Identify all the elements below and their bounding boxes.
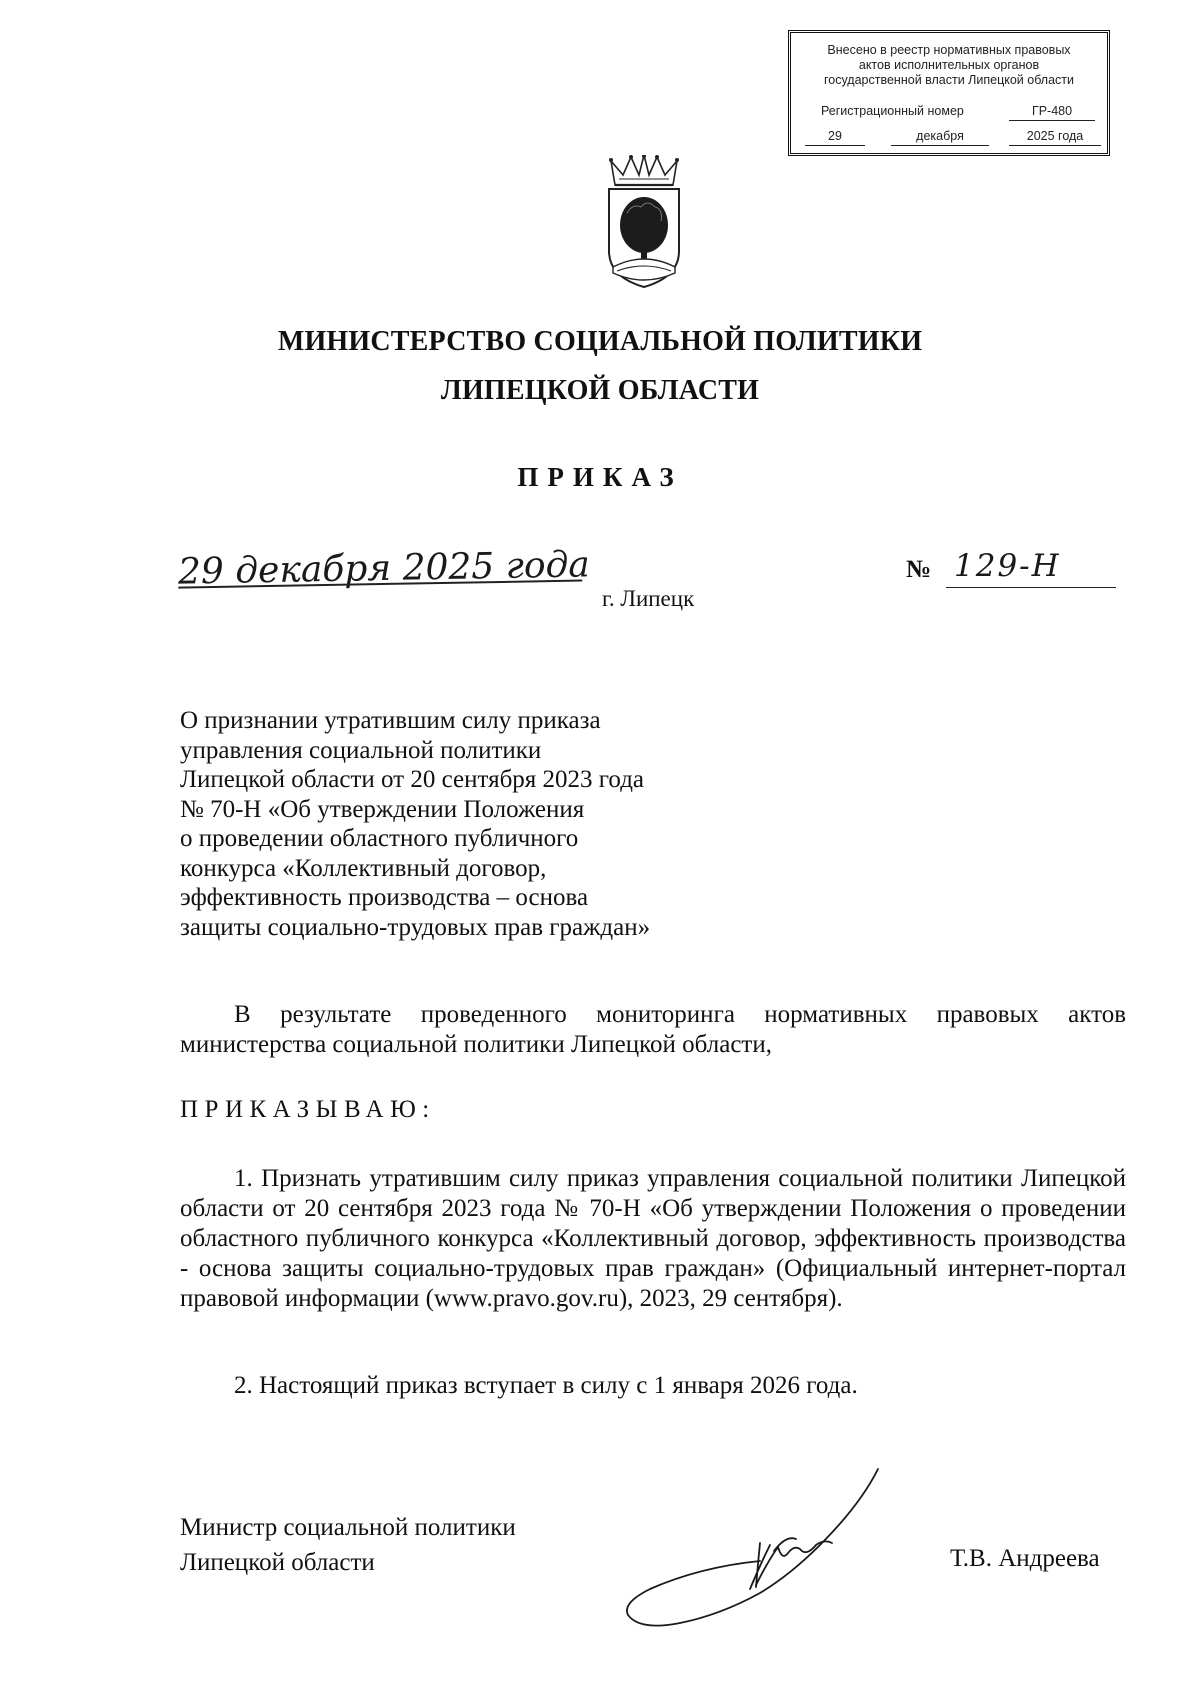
number-sign: № [906, 556, 932, 583]
stamp-line-2: актов исполнительных органов [858, 58, 1040, 72]
handwritten-date-text: 29 декабря 2025 года [177, 544, 591, 593]
subject-line: о проведении областного публичного [180, 825, 579, 852]
number-underline [946, 587, 1116, 588]
stamp-line-3: государственной власти Липецкой области [823, 73, 1075, 87]
order-subject [180, 706, 740, 942]
signer-name: Т.В. Андреева [950, 1545, 1100, 1572]
ministry-name-line-1: МИНИСТЕРСТВО СОЦИАЛЬНОЙ ПОЛИТИКИ [277, 326, 923, 357]
stamp-reg-number: ГР-480 [1009, 103, 1095, 121]
signer-position [180, 1510, 516, 1580]
city: г. Липецк [602, 586, 695, 611]
stamp-day: 29 [805, 128, 865, 146]
subject-line: О признании утратившим силу приказа [180, 707, 601, 734]
order-item-2: 2. Настоящий приказ вступает в силу с 1 января 2026 года. [234, 1372, 858, 1399]
subject-line: эффективность производства – основа [180, 884, 589, 911]
stamp-year: 2025 года [1009, 128, 1101, 146]
subject-line: Липецкой области от 20 сентября 2023 года [180, 766, 645, 793]
subject-line: конкурса «Коллективный договор, [180, 854, 547, 882]
handwritten-signature-icon [610, 1465, 900, 1635]
subject-line: защиты социально-трудовых прав граждан» [180, 913, 651, 941]
order-word: ПРИКАЗЫВАЮ: [180, 1096, 436, 1123]
coat-of-arms-icon [603, 155, 685, 290]
signer-position-line-1: Министр социальной политики [180, 1514, 516, 1541]
document-number [906, 548, 1116, 588]
stamp-month: декабря [891, 128, 989, 146]
order-item-1: 1. Признать утратившим силу приказ управления социальной политики Липецкой области от 20 сентября 2023 года № 70-Н «Об утверждении Положения о проведении областного публичного конкурса «Коллективный договор, эффективность производства - основа защиты социально-трудовых прав граждан» (Официальный интернет-портал правовой информации (www.pravo.gov.ru), 2023, 29 сентября). [180, 1165, 1126, 1312]
registry-stamp [788, 30, 1110, 156]
stamp-line-1: Внесено в реестр нормативных правовых [827, 43, 1071, 57]
stamp-reg-label: Регистрационный номер [821, 104, 964, 118]
document-type: ПРИКАЗ [517, 462, 683, 492]
signer-position-line-2: Липецкой области [180, 1549, 375, 1576]
subject-line: управления социальной политики [180, 736, 542, 764]
ministry-name-line-2: ЛИПЕЦКОЙ ОБЛАСТИ [440, 375, 760, 406]
subject-line: № 70-Н «Об утверждении Положения [180, 795, 585, 823]
handwritten-date [178, 544, 590, 592]
preamble-paragraph: В результате проведенного мониторинга нормативных правовых актов министерства социальной политики Липецкой области, [180, 1001, 1126, 1058]
handwritten-number: 129-Н [954, 548, 1061, 584]
